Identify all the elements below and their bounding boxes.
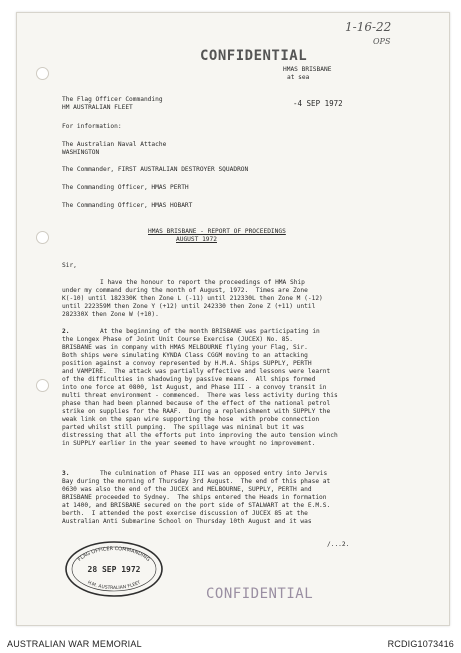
paragraph-2-line: At the beginning of the month BRISBANE was participating in <box>100 328 320 335</box>
paragraph-2-line: distressing that all the efforts put into improving the auto tension winch <box>62 432 338 439</box>
stamp-bottom-text: H.M. AUSTRALIAN FLEET <box>86 580 142 592</box>
punch-hole-top <box>36 67 49 80</box>
paragraph-2-line: of the difficulties in shadowing by passive means. All ships formed <box>62 376 316 383</box>
paragraph-1-line: K(-10) until 182330K then Zone L (-11) until 212330L then Zone M (-12) <box>62 295 323 302</box>
stamp-oval-icon <box>64 540 164 598</box>
ship-name: HMAS BRISBANE <box>283 66 332 73</box>
classification-stamp-bottom: CONFIDENTIAL <box>206 586 314 602</box>
stamp-date: 28 SEP 1972 <box>87 565 141 574</box>
archive-credit: AUSTRALIAN WAR MEMORIAL <box>7 639 142 649</box>
paragraph-2-line: multi threat environment - commenced. There was less activity during this <box>62 392 338 399</box>
paragraph-2-line: and VAMPIRE. The attack was partially effective and lessons were learnt <box>62 368 331 375</box>
handwritten-initials: OPS <box>373 37 391 46</box>
paragraph-3-line: BRISBANE proceeded to Sydney. The ships entered the Heads in formation <box>62 494 327 501</box>
svg-text:H.M. AUSTRALIAN FLEET <box>86 579 141 591</box>
paragraph-2-line: into one force at 0800, 1st August, and Phase III - a convoy transit in <box>62 384 327 391</box>
addressee-line-1: The Flag Officer Commanding <box>62 96 163 103</box>
paragraph-3-line: 0630 was also the end of the JUCEX and MELBOURNE, SUPPLY, PERTH and <box>62 486 312 493</box>
salutation: Sir, <box>62 262 77 269</box>
handwritten-reference: 1-16-22 <box>345 20 392 34</box>
paragraph-2-line: Both ships were simulating KYNDA Class CGGM moving to an attacking <box>62 352 308 359</box>
info-recipient-1-line-2: WASHINGTON <box>62 149 100 156</box>
punch-hole-lower <box>36 379 49 392</box>
info-recipient-1-line-1: The Australian Naval Attache <box>62 141 167 148</box>
paragraph-2-line: in SUPPLY earlier in the year seemed to have wrought no improvement. <box>62 440 316 447</box>
paragraph-1-line: under my command during the month of August, 1972. Times are Zone <box>62 287 308 294</box>
ship-location: at sea <box>287 74 310 81</box>
subject-line-2: AUGUST 1972 <box>176 236 217 243</box>
archive-reference: RCDIG1073416 <box>387 639 454 649</box>
letter-date: -4 SEP 1972 <box>293 99 343 108</box>
paragraph-3-line: berth. I attended the post exercise discussion of JUCEX 85 at the <box>62 510 308 517</box>
paragraph-1-line: I have the honour to report the proceedings of HMA Ship <box>100 279 305 286</box>
received-stamp <box>64 540 164 598</box>
classification-stamp-top: CONFIDENTIAL <box>200 48 308 64</box>
info-recipient-2: The Commander, FIRST AUSTRALIAN DESTROYER SQUADRON <box>62 166 249 173</box>
paragraph-1-line: until 222359M then Zone Y (+12) until 242330 then Zone Z (+11) until <box>62 303 316 310</box>
stamp-top-text: FLAG OFFICER COMMANDING <box>76 545 152 563</box>
paragraph-3-line: at 1400, and BRISBANE secured on the port side of STALWART at the E.M.S. <box>62 502 331 509</box>
addressee-line-2: HM AUSTRALIAN FLEET <box>62 104 133 111</box>
paragraph-3-number: 3. <box>62 470 70 477</box>
for-information-label: For information: <box>62 123 122 130</box>
paragraph-1-line: 282330X then Zone W (+10). <box>62 311 159 318</box>
paragraph-3-line: Bay during the morning of Thursday 3rd August. The end of this phase at <box>62 478 331 485</box>
paragraph-2-line: weak link on the span wire supporting the hose with probe connection <box>62 416 320 423</box>
paragraph-2-line: the Longex Phase of Joint Unit Course Exercise (JUCEX) No. 85. <box>62 336 293 343</box>
subject-line-1: HMAS BRISBANE - REPORT OF PROCEEDINGS <box>148 228 286 235</box>
paragraph-2-line: parted whilst still pumping. The spillage was minimal but it was <box>62 424 305 431</box>
svg-text:FLAG OFFICER COMMANDING <box>77 546 151 563</box>
paragraph-3-line: Australian Anti Submarine School on Thursday 10th August and it was <box>62 518 312 525</box>
continuation-marker: /...2. <box>327 541 350 548</box>
paragraph-2-number: 2. <box>62 328 70 335</box>
paragraph-3-line: The culmination of Phase III was an opposed entry into Jervis <box>100 470 328 477</box>
info-recipient-4: The Commanding Officer, HMAS HOBART <box>62 202 193 209</box>
punch-hole-middle <box>36 231 49 244</box>
info-recipient-3: The Commanding Officer, HMAS PERTH <box>62 184 189 191</box>
paragraph-2-line: position against a convoy represented by H.M.A. Ships SUPPLY, PERTH <box>62 360 312 367</box>
paragraph-2-line: BRISBANE was in company with HMAS MELBOURNE flying your Flag, Sir. <box>62 344 308 351</box>
paragraph-2-line: strike on supplies for the RAAF. During a replenishment with SUPPLY the <box>62 408 331 415</box>
paragraph-2-line: phase than had been planned because of the effect of the national petrol <box>62 400 331 407</box>
